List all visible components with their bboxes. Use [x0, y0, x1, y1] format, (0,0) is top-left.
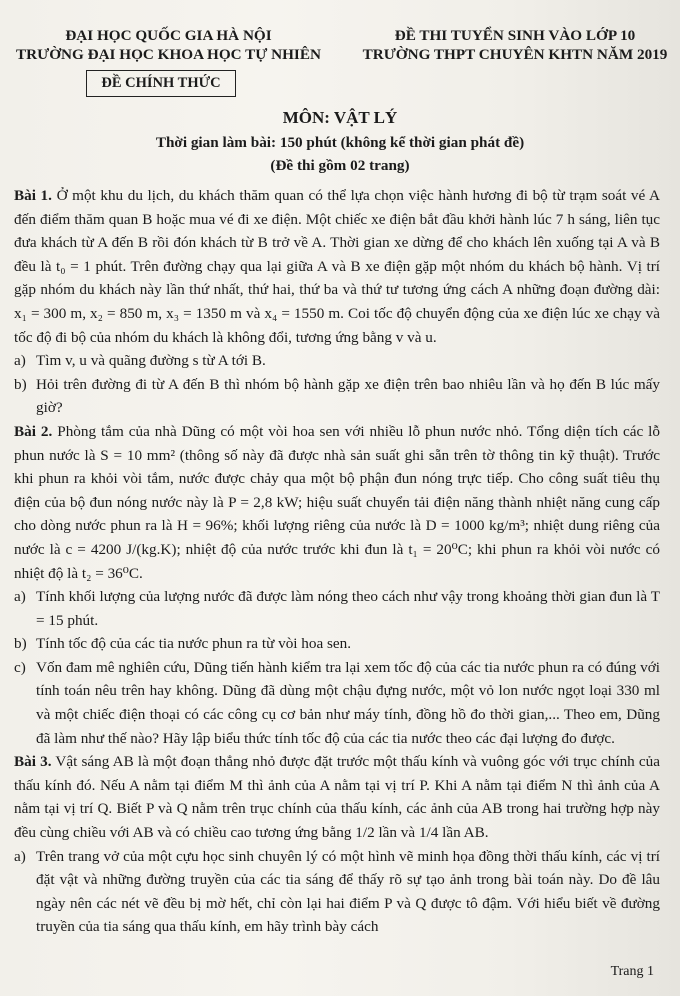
institution-header: [6, 26, 331, 64]
exam-duration: Thời gian làm bài: 150 phút (không kể thời gian phát đề): [155, 134, 525, 151]
item-text: Hỏi trên đường đi từ A đến B thì nhóm bộ hành gặp xe điện trên bao nhiêu lần và họ đến B lúc mấy giờ?: [36, 375, 660, 417]
item-text: Tính khối lượng của lượng nước đã được làm nóng theo cách như vậy trong khoảng thời gian đun là T = 15 phút.: [36, 588, 660, 629]
subject-title: MÔN: VẬT LÝ: [282, 108, 398, 127]
problem-2-statement: [14, 420, 660, 585]
problem-1-statement: [14, 184, 660, 349]
problem-1-text: Ở một khu du lịch, du khách thăm quan có thể lựa chọn việc hành hương đi bộ từ trạm soát vé A đến điểm thăm quan B hoặc mua vé đi xe điện. Một chiếc xe điện bắt đầu khởi hành lúc 7 h sáng, liên tục đưa khách từ A đến B rồi đón khách từ B trở về A. Thời gian xe dừng để cho khách lên xuống tại A và B đều là t₀ = 1 phút. Trên đường chạy qua lại giữa A và B xe điện gặp một nhóm du khách bộ hành. Vị trí gặp nhóm du khách này lần thứ nhất, thứ hai, thứ ba và thứ tư tương ứng cách A những đoạn đường dài: x₁ = 300 m, x₂ = 850 m, x₃ = 1350 m và x₄ = 1550 m. Coi tốc độ chuyển động của xe điện lúc xe chạy và tốc độ đi bộ của nhóm du khách là không đổi, tương ứng bằng v và u.: [14, 187, 661, 346]
exam-body: [14, 184, 660, 939]
school-name: TRƯỜNG ĐẠI HỌC KHOA HỌC TỰ NHIÊN: [16, 46, 321, 63]
problem-2-item-c: [14, 656, 660, 750]
problem-1-item-a: [14, 349, 660, 373]
problem-2-item-b: [14, 632, 660, 656]
exam-name: ĐỀ THI TUYỂN SINH VÀO LỚP 10: [394, 27, 636, 44]
problem-2: [14, 420, 660, 750]
problem-1: [14, 184, 660, 420]
problem-2-text: Phòng tắm của nhà Dũng có một vòi hoa sen với nhiều lỗ phun nước nhỏ. Tổng diện tích các lỗ phun nước là S = 10 mm² (thông số này đã được nhà sản suất ghi sẵn trên tờ thông tin kỹ thuật). Trước khi phun ra khỏi vòi tắm, nước được chảy qua một bộ phận đun nóng trực tiếp. Cho công suất tiêu thụ điện của bộ đun nóng nước này là P = 2,8 kW; hiệu suất chuyển tải điện năng thành nhiệt năng cung cấp cho dòng nước phun ra là H = 96%; khối lượng riêng của nước là D = 1000 kg/m³; nhiệt dung riêng của nước là c = 4200 J/(kg.K); nhiệt độ của nước trước khi đun là t₁ = 20⁰C; khi phun ra khỏi vòi nước có nhiệt độ là t₂ = 36⁰C.: [14, 422, 660, 582]
page-count: (Đề thi gồm 02 trang): [270, 157, 410, 174]
problem-1-label: Bài 1.: [14, 187, 52, 204]
exam-header: [360, 26, 670, 64]
problem-3-statement: [14, 750, 660, 844]
item-text: Vốn đam mê nghiên cứu, Dũng tiến hành kiểm tra lại xem tốc độ của các tia nước phun ra có đúng với tính toán nêu trên hay không. Dũng đã dùng một chậu đựng nước, một vỏ lon nước ngọt loại 330 ml và một chiếc điện thoại có các công cụ cơ bản như máy tính, đồng hồ đo thời gian,... Theo em, Dũng đã làm như thế nào? Hãy lập biểu thức tính tốc độ của các tia nước theo các đại lượng đo được.: [36, 658, 660, 747]
item-label: a): [14, 847, 26, 865]
item-label: b): [14, 635, 27, 653]
problem-2-label: Bài 2.: [14, 422, 53, 440]
item-text: Trên trang vở của một cựu học sinh chuyên lý có một hình vẽ minh họa đồng thời thấu kính, các vị trí đặt vật và những đường truyền của các tia sáng để thấy rõ sự tạo ảnh trong bài toán này. Do đề lâu ngày nên các nét vẽ đều bị mờ hết, chỉ còn lại hai điểm P và Q được tô đậm. Với hiểu biết về đường truyền của tia sáng qua thấu kính, em hãy trình bày cách: [36, 847, 660, 936]
problem-3: [14, 750, 660, 939]
item-text: Tính tốc độ của các tia nước phun ra từ vòi hoa sen.: [36, 635, 352, 653]
problem-1-item-b: [14, 373, 660, 420]
problem-3-item-a: [14, 845, 660, 939]
page-number: Trang 1: [610, 964, 654, 979]
university-name: ĐẠI HỌC QUỐC GIA HÀ NỘI: [65, 27, 272, 44]
item-label: c): [14, 658, 26, 676]
official-label: ĐỀ CHÍNH THỨC: [86, 70, 236, 97]
problem-2-item-a: [14, 585, 660, 632]
problem-3-text: Vật sáng AB là một đoạn thẳng nhỏ được đặt trước một thấu kính và vuông góc với trục chính của thấu kính đó. Nếu A nằm tại điểm M thì ảnh của A nằm tại vị trí P. Khi A nằm tại điểm N thì ảnh của A nằm tại vị trí Q. Biết P và Q nằm trên trục chính của thấu kính, các ảnh của AB trong hai trường hợp này đều cùng chiều với AB và có chiều cao tương ứng bằng 1/2 lần và 1/4 lần AB.: [14, 753, 660, 842]
item-text: Tìm v, u và quãng đường s từ A tới B.: [36, 352, 266, 370]
exam-school-year: TRƯỜNG THPT CHUYÊN KHTN NĂM 2019: [362, 46, 668, 63]
item-label: a): [14, 588, 26, 606]
problem-3-label: Bài 3.: [14, 753, 52, 771]
item-label: b): [14, 375, 27, 393]
item-label: a): [14, 352, 26, 370]
